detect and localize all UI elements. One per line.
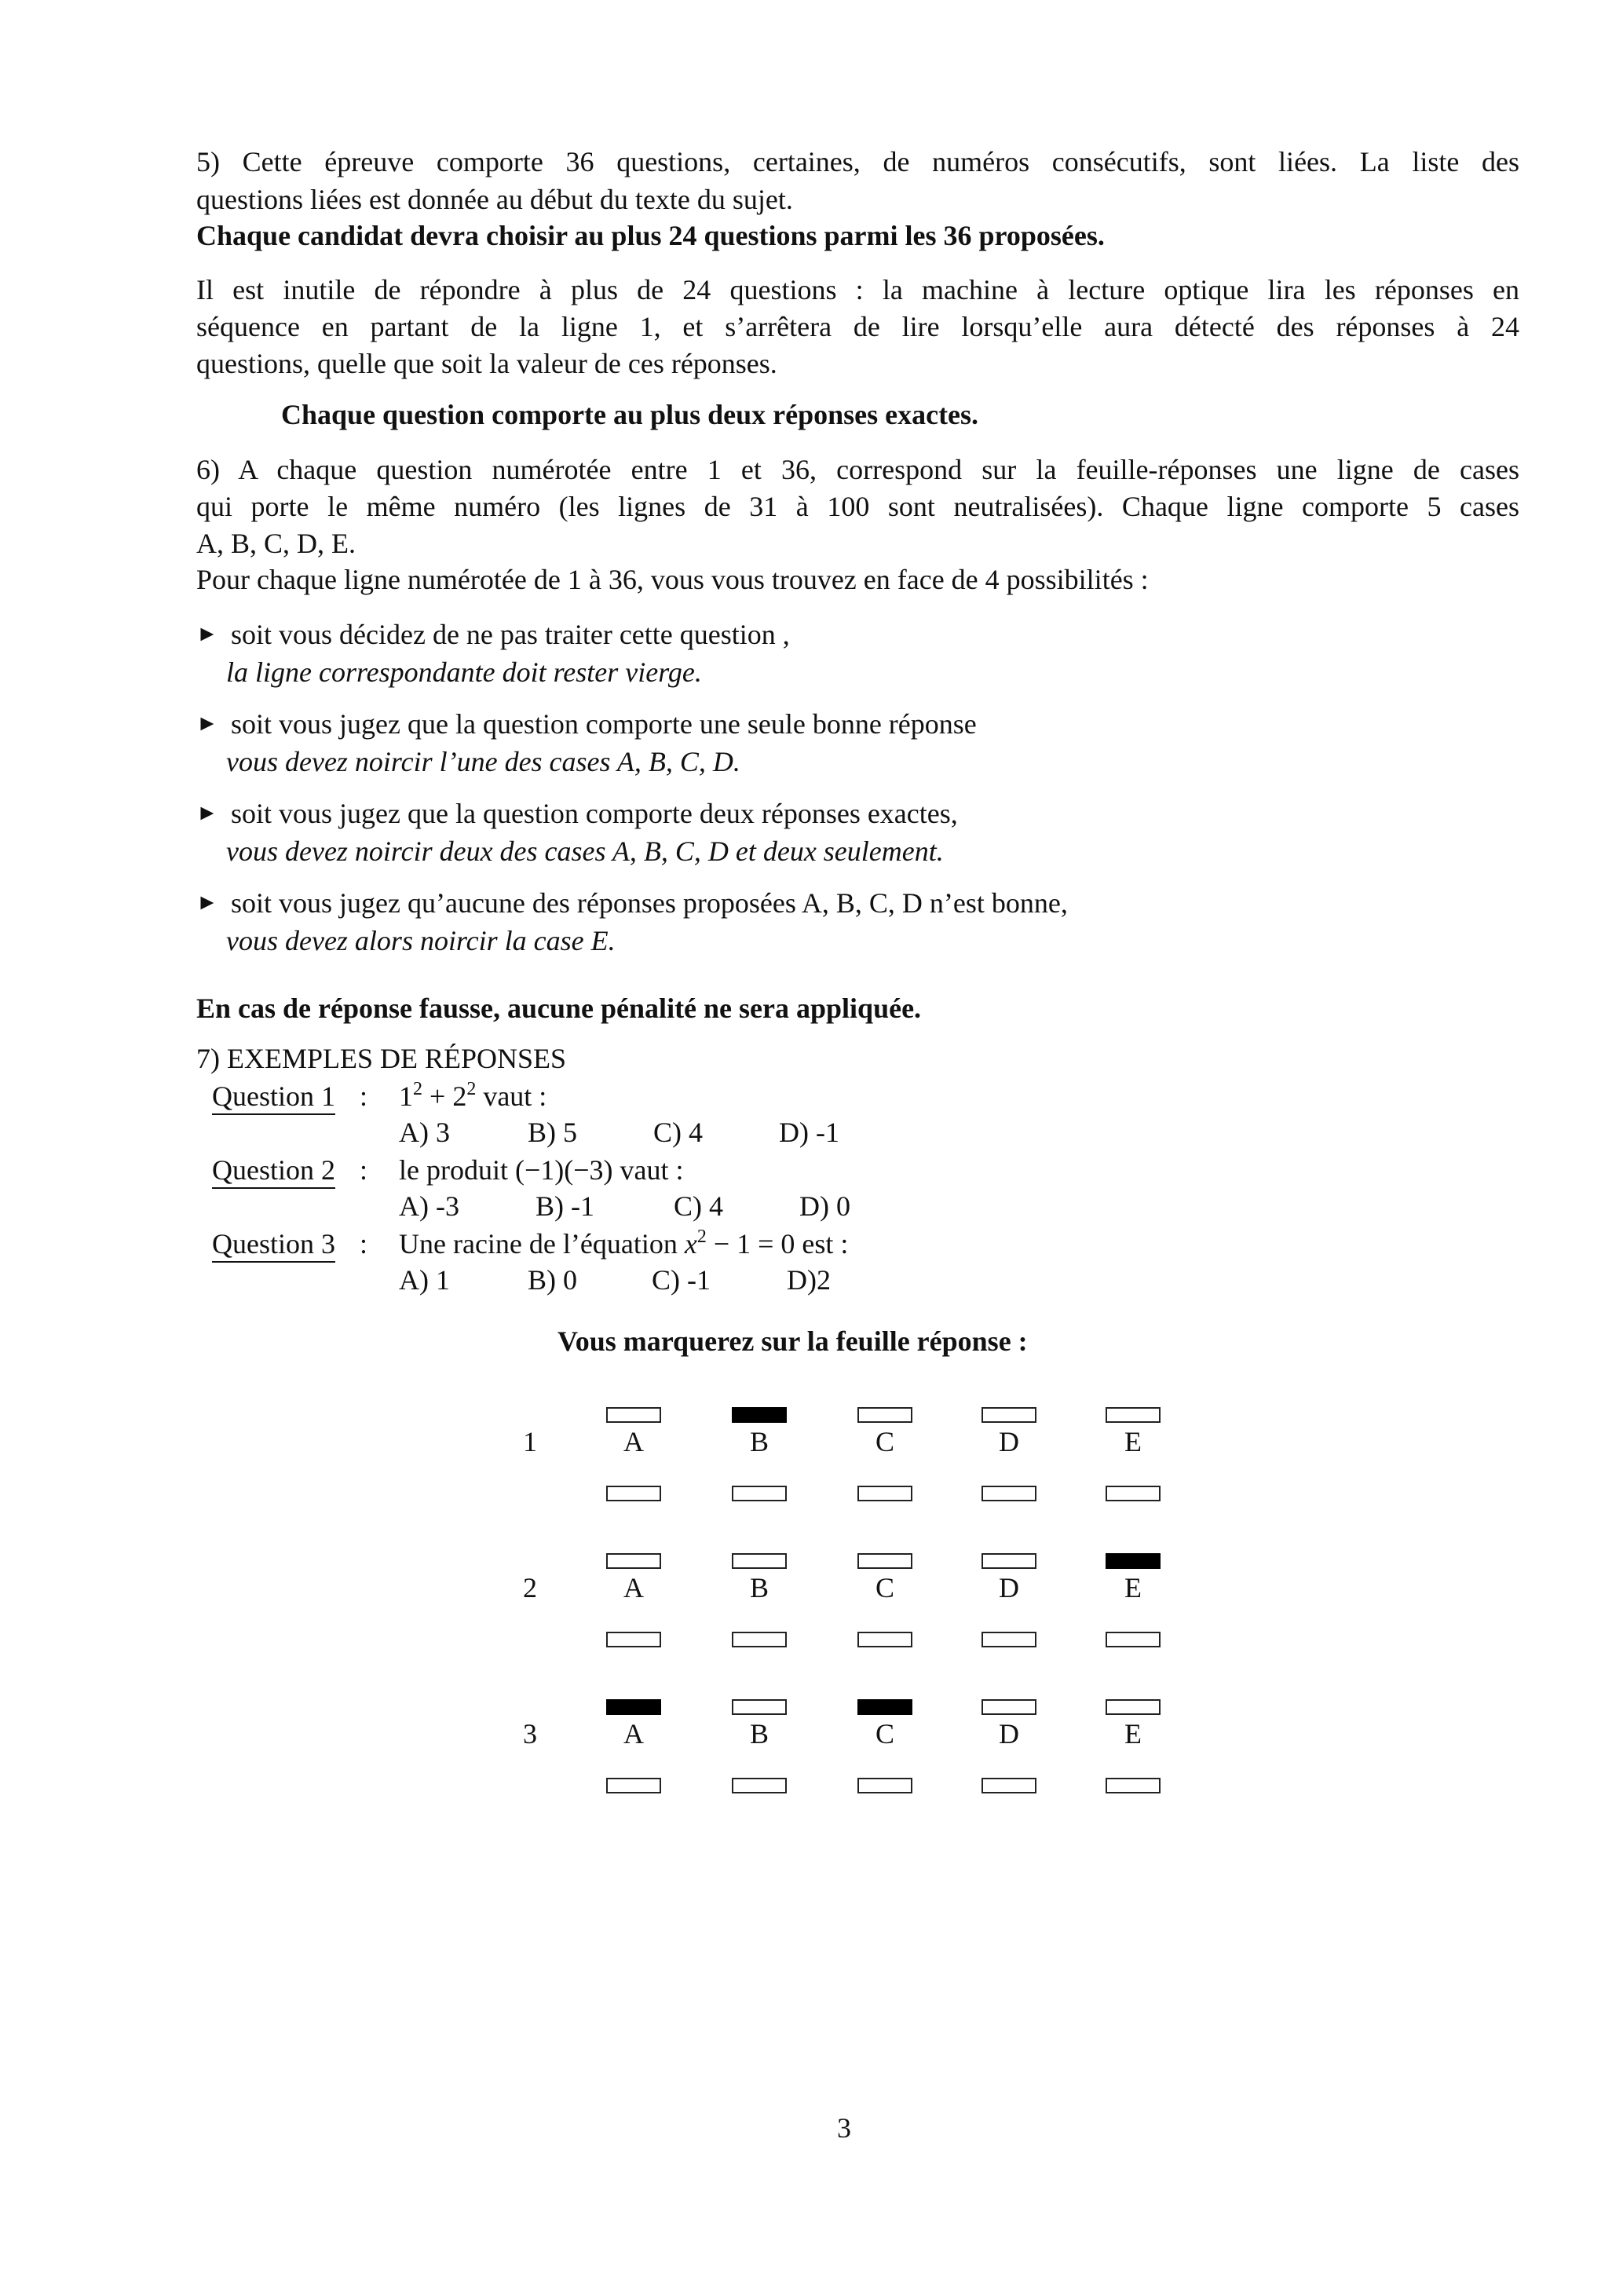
section5-centered-bold: Chaque question comporte au plus deux réponses exactes.	[281, 399, 979, 430]
answer-box-lower[interactable]	[857, 1632, 912, 1647]
bullet-arrow-icon: ►	[196, 711, 218, 736]
answer-letter: B	[749, 1718, 769, 1749]
answer-box-lower[interactable]	[1106, 1486, 1161, 1501]
question-3-option: B) 0	[528, 1264, 577, 1296]
answer-letter: E	[1124, 1572, 1142, 1603]
bullet-arrow-icon: ►	[196, 622, 218, 646]
answer-row-number: 2	[523, 1572, 537, 1603]
answer-letter: B	[749, 1426, 769, 1457]
answer-letter: D	[999, 1718, 1019, 1749]
question-1-stem: $1^2 + 2^2$ vaut :	[399, 1079, 547, 1112]
section5-bold-line: Chaque candidat devra choisir au plus 24 questions parmi les 36 proposées.	[196, 220, 1105, 251]
answer-letter: A	[623, 1718, 644, 1749]
answer-box-lower[interactable]	[857, 1778, 912, 1793]
section6-line1: 6) A chaque question numérotée entre 1 et 36, correspond sur la feuille-réponses une ligne de cases	[196, 454, 1519, 485]
section6-line4: Pour chaque ligne numérotée de 1 à 36, vous vous trouvez en face de 4 possibilités :	[196, 564, 1149, 595]
answer-box-lower[interactable]	[732, 1486, 787, 1501]
answer-box-lower[interactable]	[981, 1632, 1036, 1647]
answer-box-b[interactable]	[732, 1553, 787, 1569]
answer-letter: E	[1124, 1718, 1142, 1749]
question-3-option: D)2	[787, 1264, 831, 1296]
question-1-option: C) 4	[653, 1117, 703, 1148]
answer-box-c[interactable]	[857, 1699, 912, 1715]
bullet-arrow-icon: ►	[196, 890, 218, 915]
answer-box-lower[interactable]	[606, 1778, 661, 1793]
answer-letter: E	[1124, 1426, 1142, 1457]
question-1-colon: :	[360, 1080, 368, 1112]
answer-box-lower[interactable]	[981, 1486, 1036, 1501]
section5-para-line3: questions, quelle que soit la valeur de ces réponses.	[196, 348, 777, 379]
answer-box-lower[interactable]	[606, 1632, 661, 1647]
answer-box-e[interactable]	[1106, 1553, 1161, 1569]
section5-para-line1: Il est inutile de répondre à plus de 24 questions : la machine à lecture optique lira les réponses en	[196, 274, 1519, 305]
bullet-arrow-icon: ►	[196, 801, 218, 825]
answer-box-a[interactable]	[606, 1553, 661, 1569]
section7-heading: 7) EXEMPLES DE RÉPONSES	[196, 1043, 567, 1074]
answer-row-number: 3	[523, 1718, 537, 1749]
question-3-label: Question 3	[212, 1225, 335, 1263]
section6-line2: qui porte le même numéro (les lignes de 31 à 100 sont neutralisées). Chaque ligne comporte 5 cases	[196, 491, 1519, 522]
answer-letter: A	[623, 1572, 644, 1603]
question-1-option: A) 3	[399, 1117, 450, 1148]
question-1-label: Question 1	[212, 1077, 335, 1115]
bullet-text: soit vous jugez qu’aucune des réponses proposées A, B, C, D n’est bonne,	[231, 887, 1068, 919]
answer-box-c[interactable]	[857, 1407, 912, 1423]
bullet-italic: vous devez noircir deux des cases A, B, C, D et deux seulement.	[226, 835, 944, 867]
question-2-colon: :	[360, 1154, 368, 1186]
answer-letter: A	[623, 1426, 644, 1457]
penalty-note: En cas de réponse fausse, aucune pénalité ne sera appliquée.	[196, 993, 922, 1024]
answer-letter: B	[749, 1572, 769, 1603]
section5-line2: questions liées est donnée au début du texte du sujet.	[196, 184, 793, 215]
answer-box-b[interactable]	[732, 1699, 787, 1715]
bullet-text: soit vous jugez que la question comporte deux réponses exactes,	[231, 798, 958, 829]
question-2-option: D) 0	[799, 1190, 850, 1222]
bullet-text: soit vous décidez de ne pas traiter cette question ,	[231, 619, 790, 650]
page-number: 3	[837, 2112, 851, 2144]
answer-sheet-title: Vous marquerez sur la feuille réponse :	[557, 1325, 1028, 1357]
question-3-option: A) 1	[399, 1264, 450, 1296]
answer-letter: C	[875, 1718, 894, 1749]
answer-letter: C	[875, 1426, 894, 1457]
answer-letter: C	[875, 1572, 894, 1603]
question-2-stem: le produit (−1)(−3) vaut :	[399, 1154, 684, 1186]
question-2-label: Question 2	[212, 1151, 335, 1189]
bullet-text: soit vous jugez que la question comporte une seule bonne réponse	[231, 708, 977, 740]
answer-box-lower[interactable]	[1106, 1632, 1161, 1647]
question-3-option: C) -1	[652, 1264, 711, 1296]
answer-box-lower[interactable]	[606, 1486, 661, 1501]
question-1-option: B) 5	[528, 1117, 577, 1148]
answer-box-d[interactable]	[981, 1407, 1036, 1423]
answer-box-lower[interactable]	[732, 1632, 787, 1647]
bullet-italic: vous devez alors noircir la case E.	[226, 925, 616, 956]
question-2-option: A) -3	[399, 1190, 459, 1222]
question-3-stem: Une racine de l’équation $x^2 - 1 = 0$ est :	[399, 1227, 849, 1260]
question-2-option: C) 4	[674, 1190, 723, 1222]
question-3-colon: :	[360, 1228, 368, 1260]
answer-letter: D	[999, 1572, 1019, 1603]
answer-box-b[interactable]	[732, 1407, 787, 1423]
answer-box-e[interactable]	[1106, 1699, 1161, 1715]
answer-box-c[interactable]	[857, 1553, 912, 1569]
bullet-italic: vous devez noircir l’une des cases A, B, C, D.	[226, 746, 740, 777]
answer-box-d[interactable]	[981, 1553, 1036, 1569]
section6-line3: A, B, C, D, E.	[196, 528, 356, 559]
answer-box-d[interactable]	[981, 1699, 1036, 1715]
answer-box-lower[interactable]	[857, 1486, 912, 1501]
answer-box-a[interactable]	[606, 1699, 661, 1715]
answer-box-e[interactable]	[1106, 1407, 1161, 1423]
question-2-option: B) -1	[536, 1190, 594, 1222]
answer-letter: D	[999, 1426, 1019, 1457]
bullet-italic: la ligne correspondante doit rester vierge.	[226, 656, 702, 688]
answer-row-number: 1	[523, 1426, 537, 1457]
section5-para-line2: séquence en partant de la ligne 1, et s’arrêtera de lire lorsqu’elle aura détecté des réponses à 24	[196, 311, 1519, 342]
question-1-option: D) -1	[779, 1117, 839, 1148]
section5-line1: 5) Cette épreuve comporte 36 questions, certaines, de numéros consécutifs, sont liées. La liste des	[196, 146, 1519, 177]
answer-box-lower[interactable]	[732, 1778, 787, 1793]
answer-box-lower[interactable]	[1106, 1778, 1161, 1793]
answer-box-a[interactable]	[606, 1407, 661, 1423]
answer-box-lower[interactable]	[981, 1778, 1036, 1793]
